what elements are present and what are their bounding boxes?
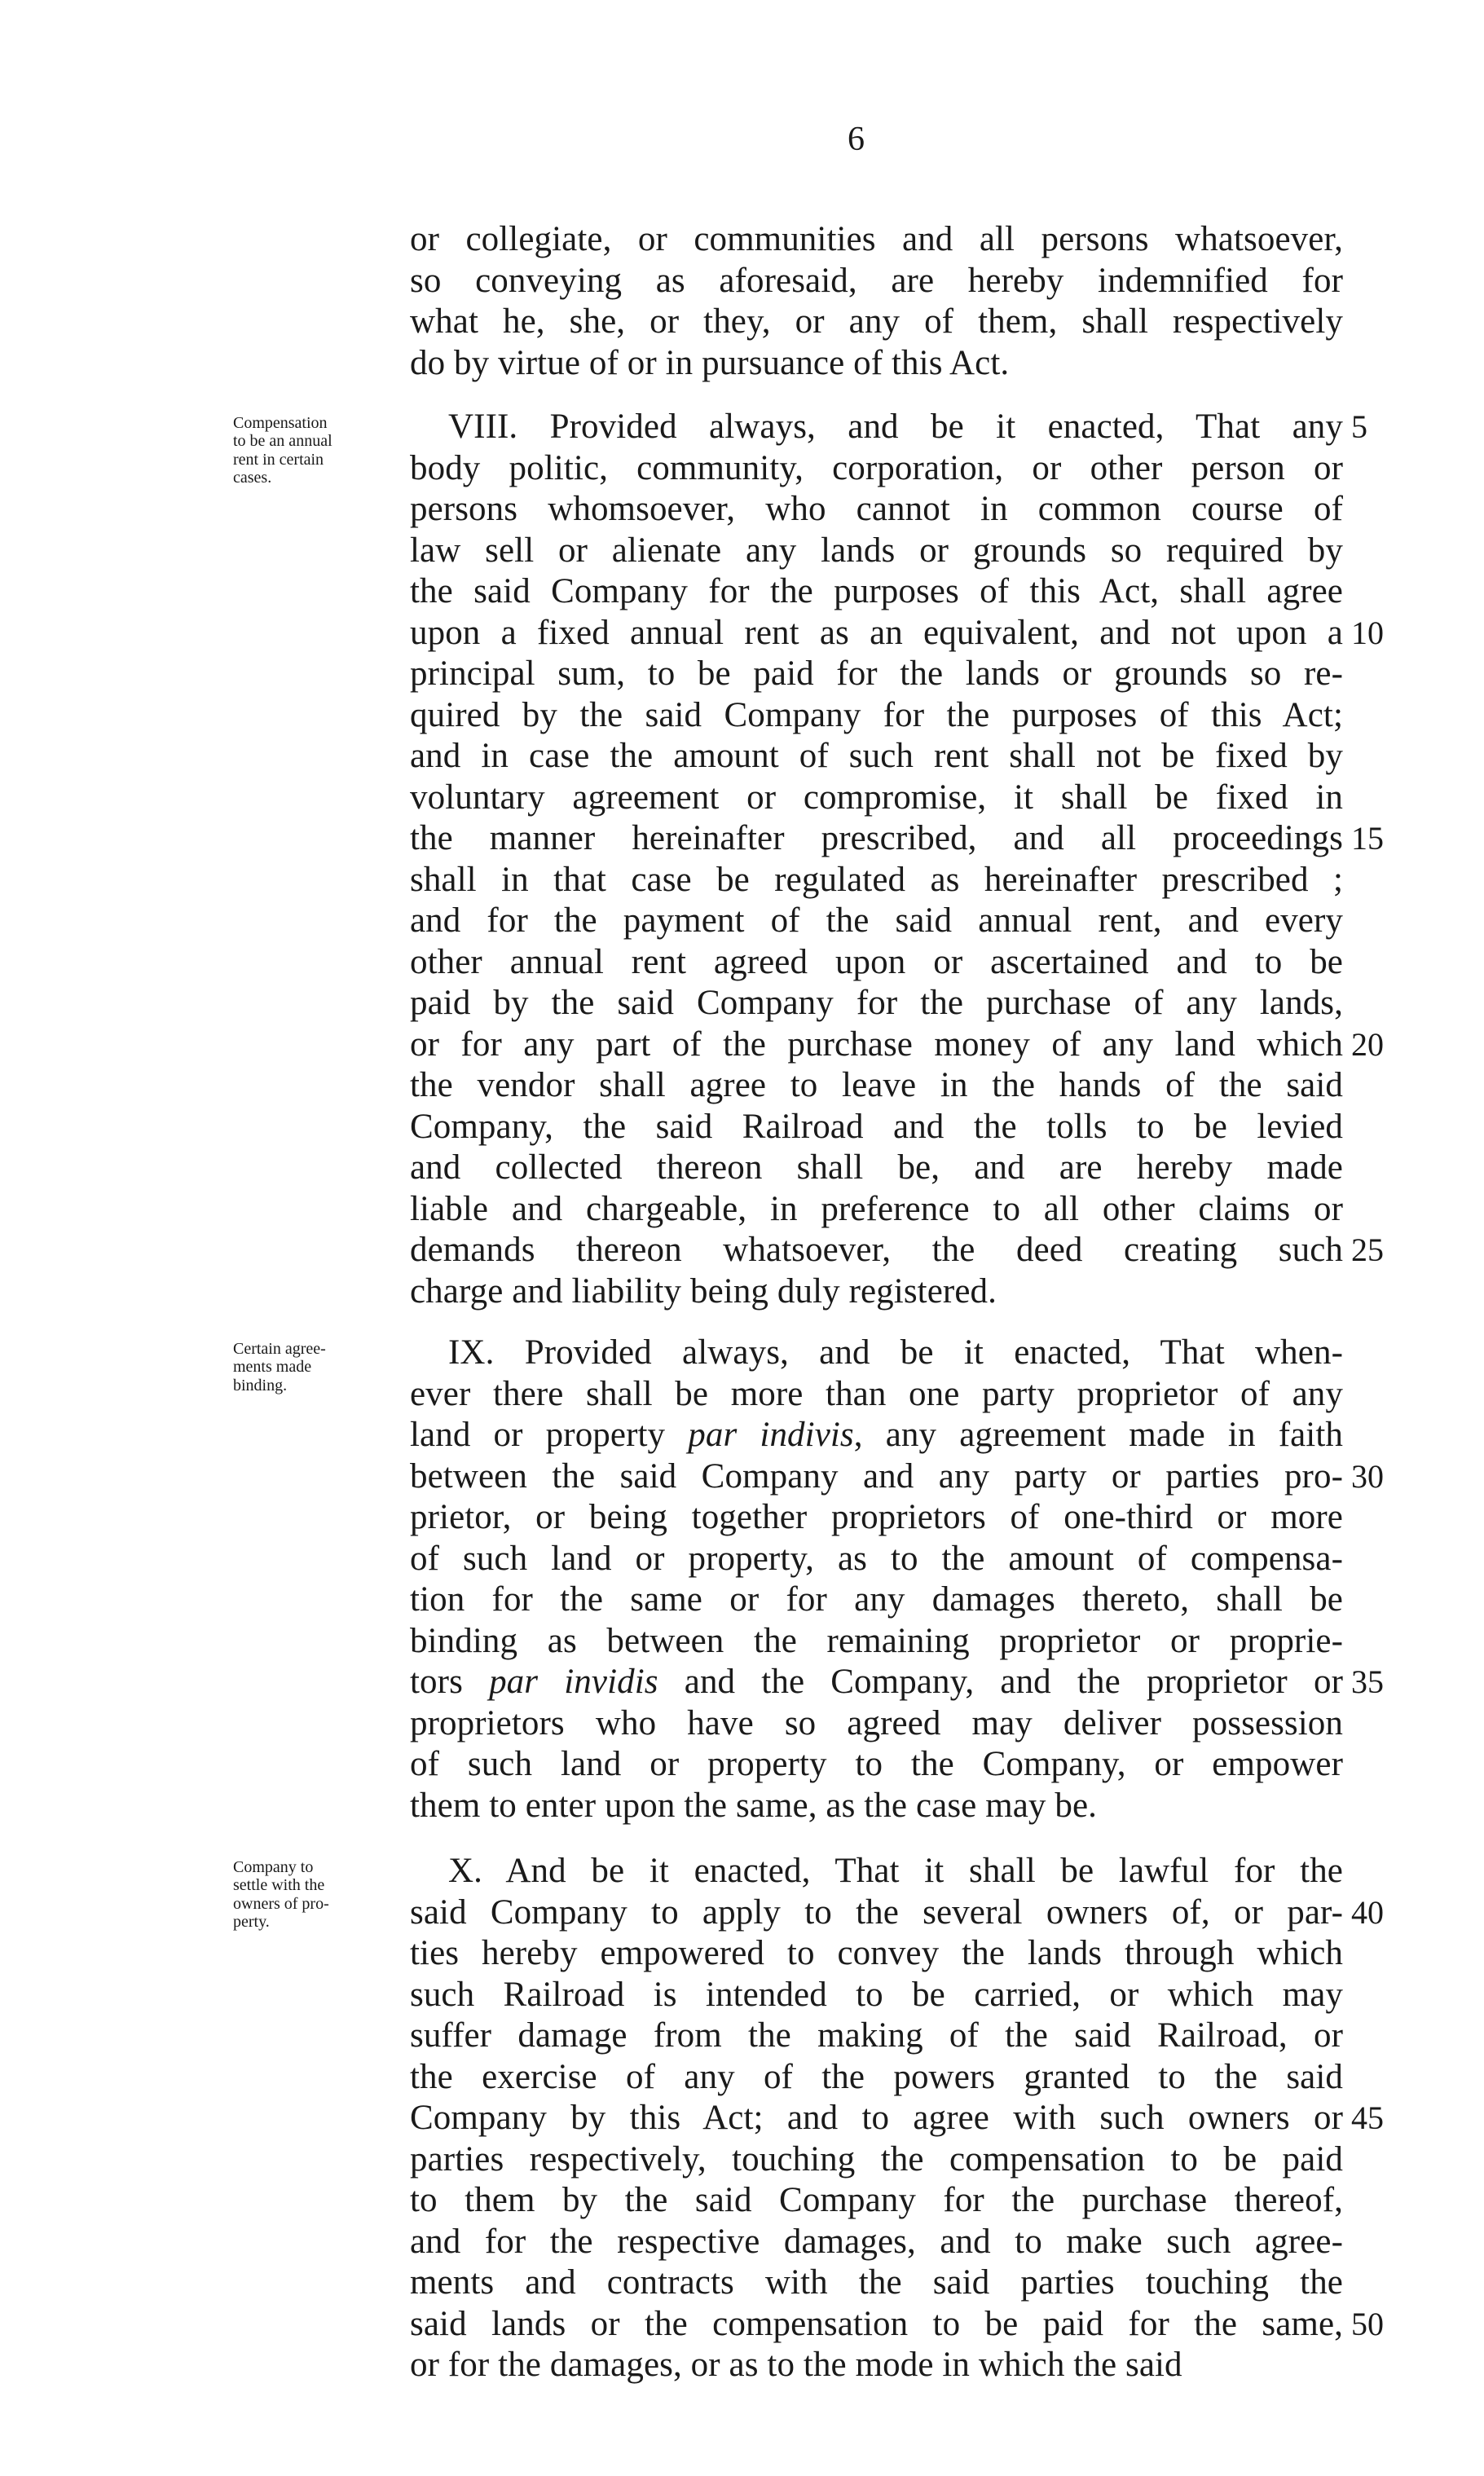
line-number: 30 [1351, 1457, 1384, 1495]
text-line: shall in that case be regulated as hereinafter prescribed ; [410, 860, 1343, 899]
text-line: of such land or property, as to the amount of compensa- [410, 1539, 1343, 1578]
page-number: 6 [848, 121, 865, 158]
text-line: such Railroad is intended to be carried, or which may [410, 1975, 1343, 2014]
text-line: liable and chargeable, in preference to all other claims or [410, 1189, 1343, 1228]
text-line: tion for the same or for any damages thereto, shall be [410, 1580, 1343, 1619]
marginal-note-line: owners of pro- [233, 1894, 329, 1913]
text-line: the said Company for the purposes of this Act, shall agree [410, 572, 1343, 610]
marginal-note-line: cases. [233, 469, 272, 487]
marginal-note-line: Company to [233, 1858, 314, 1876]
marginal-note [233, 1340, 408, 1394]
text-line: between the said Company and any party or parties pro- [410, 1456, 1343, 1496]
text-line: the manner hereinafter prescribed, and all proceedings [410, 819, 1343, 857]
text-line: principal sum, to be paid for the lands or grounds so re- [410, 654, 1343, 693]
text-line: persons whomsoever, who cannot in common course of [410, 490, 1343, 528]
line-number: 10 [1351, 614, 1384, 651]
text-line: to them by the said Company for the purchase thereof, [410, 2181, 1343, 2219]
text-line: or for the damages, or as to the mode in which the said [410, 2346, 1182, 2384]
line-number: 15 [1351, 820, 1384, 857]
text-line: body politic, community, corporation, or other person or [410, 448, 1343, 487]
text-line: Company by this Act; and to agree with such owners or [410, 2099, 1343, 2137]
marginal-note-line: Certain agree- [233, 1340, 326, 1358]
text-line: suffer damage from the making of the said Railroad, or [410, 2016, 1343, 2055]
line-number: 5 [1351, 408, 1367, 445]
text-line: and collected thereon shall be, and are hereby made [410, 1148, 1343, 1187]
line-number: 45 [1351, 2099, 1384, 2136]
text-line: and for the respective damages, and to make such agree- [410, 2222, 1343, 2261]
line-number: 40 [1351, 1893, 1384, 1931]
text-line: ments and contracts with the said parties touching the [410, 2263, 1343, 2302]
text-line: other annual rent agreed upon or ascertained and to be [410, 942, 1343, 981]
marginal-note [233, 414, 408, 487]
text-line: charge and liability being duly registered. [410, 1271, 997, 1311]
text-line: prietor, or being together proprietors of one-third or more [410, 1498, 1343, 1536]
text-line: land or property par indivis, any agreement made in faith [410, 1416, 1343, 1454]
text-line: do by virtue of or in pursuance of this Act. [410, 343, 1010, 382]
line-number: 35 [1351, 1663, 1384, 1700]
text-line: quired by the said Company for the purposes of this Act; [410, 695, 1343, 734]
text-line: ever there shall be more than one party proprietor of any [410, 1374, 1343, 1413]
text-line: VIII. Provided always, and be it enacted, That any [448, 408, 1343, 446]
text-line: or for any part of the purchase money of any land which [410, 1024, 1343, 1064]
text-line: them to enter upon the same, as the case may be. [410, 1786, 1098, 1825]
text-line: X. And be it enacted, That it shall be lawful for the [448, 1852, 1343, 1890]
marginal-note [233, 1858, 408, 1932]
text-line: upon a fixed annual rent as an equivalent, and not upon a [410, 613, 1343, 652]
text-line: parties respectively, touching the compensation to be paid [410, 2139, 1343, 2179]
text-line: the vendor shall agree to leave in the hands of the said [410, 1066, 1343, 1104]
text-line: ties hereby empowered to convey the lands through which [410, 1934, 1343, 1972]
text-line: proprietors who have so agreed may deliver possession [410, 1703, 1343, 1742]
text-line: IX. Provided always, and be it enacted, That when- [448, 1333, 1343, 1372]
text-line: and in case the amount of such rent shall not be fixed by [410, 737, 1343, 775]
text-line: and for the payment of the said annual rent, and every [410, 901, 1343, 940]
marginal-note-line: to be an annual [233, 432, 332, 451]
marginal-note-line: settle with the [233, 1876, 325, 1895]
marginal-note-line: ments made [233, 1358, 312, 1377]
text-line: tors par invidis and the Company, and the proprietor or [410, 1663, 1344, 1701]
marginal-note-line: Compensation [233, 414, 328, 432]
line-number: 25 [1351, 1231, 1384, 1268]
text-line: of such land or property to the Company, or empower [410, 1745, 1343, 1783]
text-line: the exercise of any of the powers granted to the said [410, 2057, 1343, 2096]
text-line: voluntary agreement or compromise, it shall be fixed in [410, 778, 1343, 817]
text-line: said Company to apply to the several owners of, or par- [410, 1892, 1343, 1932]
marginal-note-line: binding. [233, 1376, 288, 1394]
text-line: or collegiate, or communities and all persons whatsoever, [410, 220, 1343, 258]
text-line: demands thereon whatsoever, the deed creating such [410, 1231, 1343, 1269]
text-line: binding as between the remaining proprietor or proprie- [410, 1621, 1343, 1660]
text-line: paid by the said Company for the purchase of any lands, [410, 984, 1343, 1022]
line-number: 50 [1351, 2305, 1384, 2342]
text-line: so conveying as aforesaid, are hereby indemnified for [410, 261, 1343, 300]
text-line: law sell or alienate any lands or grounds so required by [410, 531, 1343, 570]
line-number: 20 [1351, 1025, 1384, 1063]
marginal-note-line: rent in certain [233, 450, 324, 469]
text-line: Company, the said Railroad and the tolls to be levied [410, 1107, 1343, 1146]
marginal-note-line: perty. [233, 1913, 270, 1932]
text-line: said lands or the compensation to be paid for the same, [410, 2304, 1343, 2343]
text-line: what he, she, or they, or any of them, shall respectively [410, 302, 1343, 341]
